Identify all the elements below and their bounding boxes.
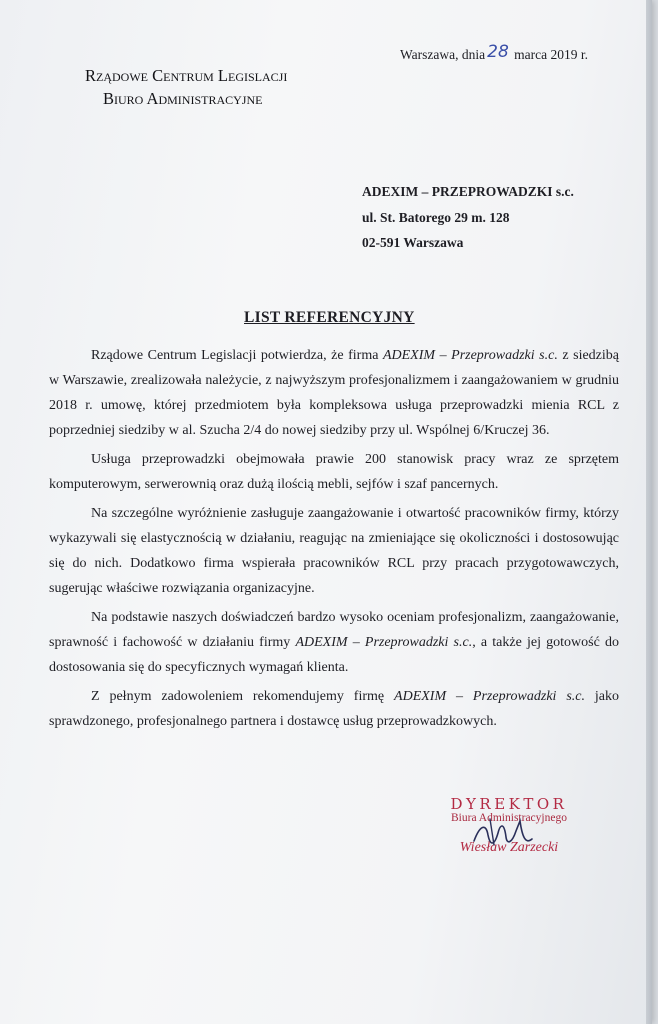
handwritten-signature-icon: [470, 815, 540, 855]
p5-text-b: jako sprawdzonego, profesjonalnego partnera i dostawcę usług przeprowadzkowych.: [49, 689, 620, 729]
paragraph-1: [49, 343, 619, 443]
p1-text-a: Rządowe Centrum Legislacji potwierdza, że firma: [91, 348, 379, 363]
p5-company-name: ADEXIM – Przeprowadzki s.c.: [394, 689, 585, 704]
stamp-signatory: Wiesław Zarzecki: [459, 840, 559, 855]
recipient-name: ADEXIM – PRZEPROWADZKI s.c.: [362, 184, 574, 199]
letter-title: LIST REFERENCYJNY: [244, 309, 415, 326]
paragraph-2: Usługa przeprowadzki obejmowała prawie 200 stanowisk pracy wraz ze sprzętem komputerowym, serwerownią oraz dużą ilością mebli, sejfów i szaf pancernych.: [49, 452, 619, 492]
stamp-department: Biura Administracyjnego: [451, 812, 567, 824]
letter-date: [400, 44, 588, 64]
p4-text-a: Na podstawie naszych doświadczeń bardzo wysoko oceniam profesjonalizm, zaangażowanie, sprawność i fachowość w działaniu firmy: [49, 610, 619, 650]
date-prefix: Warszawa, dnia: [400, 47, 486, 62]
recipient-address: [362, 179, 574, 256]
recipient-city: 02-591 Warszawa: [362, 235, 464, 250]
sender-department: Biuro Administracyjne: [103, 89, 263, 108]
stamp-title: DYREKTOR: [450, 795, 568, 813]
recipient-street: ul. St. Batorego 29 m. 128: [362, 209, 510, 225]
paragraph-4: [49, 605, 619, 680]
sender-institution: Rządowe Centrum Legislacji: [85, 66, 288, 85]
p4-company-name: ADEXIM – Przeprowadzki s.c.: [295, 635, 473, 650]
p5-text-a: Z pełnym zadowoleniem rekomendujemy firmę: [91, 689, 385, 704]
paper-edge: [646, 0, 652, 1024]
date-suffix: marca 2019 r.: [514, 47, 588, 62]
p1-text-b: z siedzibą w Warszawie, zrealizowała należycie, z najwyższym profesjonalizmem i zaangażowaniem w grudniu 2018 r. umowę, której przedmiotem była kompleksowa usługa przeprowadzki mienia RCL z poprzedniej siedziby w al. Szucha 2/4 do nowej siedziby przy ul. Wspólnej 6/Kruczej 36.: [49, 348, 619, 438]
p4-text-b: , a także jej gotowość do dostosowania się do specyficznych wymagań klienta.: [49, 635, 620, 675]
paragraph-3: Na szczególne wyróżnienie zasługuje zaangażowanie i otwartość pracowników firmy, którzy wykazywali się elastycznością w działaniu, reagując na zmieniające się okoliczności i dostosowując się do nich. Dodatkowo firma wspierała pracowników RCL przy pracach przygotowawczych, sugerując właściwe rozwiązania organizacyjne.: [49, 506, 619, 596]
p1-company-name: ADEXIM – Przeprowadzki s.c.: [382, 348, 558, 363]
date-day-handwritten: 28: [487, 42, 509, 62]
sender-block: [85, 64, 287, 110]
letter-body: [49, 343, 619, 738]
paragraph-5: [49, 684, 619, 734]
